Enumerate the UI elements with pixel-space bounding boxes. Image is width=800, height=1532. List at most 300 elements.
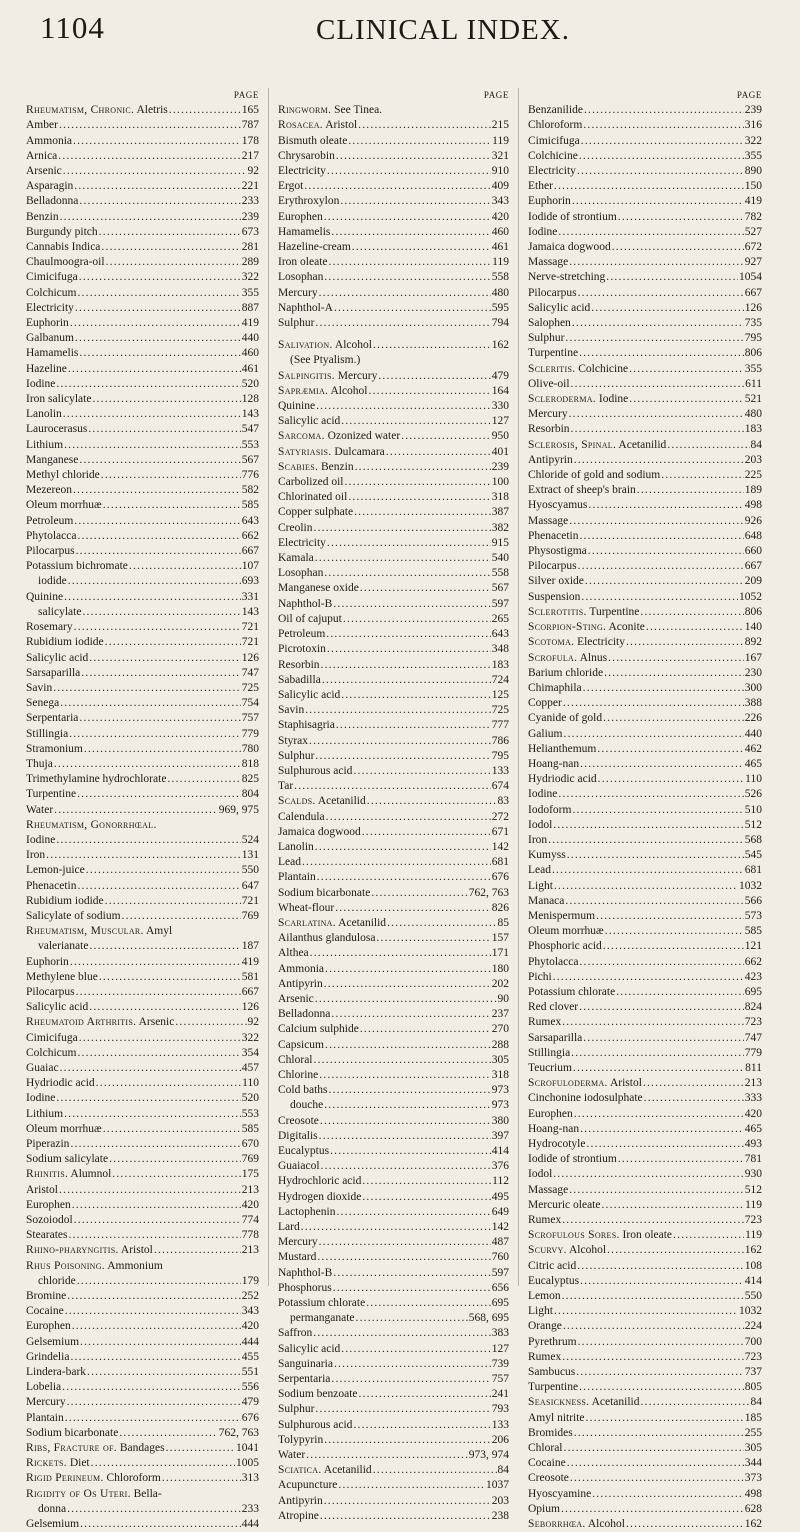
entry-remedy: Creolin	[278, 521, 313, 534]
dot-leader	[344, 475, 490, 490]
dot-leader	[324, 1433, 491, 1448]
entry-label	[278, 134, 347, 149]
entry-remedy: Hydriodic acid	[528, 773, 597, 786]
dot-leader	[77, 529, 240, 544]
entry-page-number: 388	[744, 697, 762, 710]
entry-label	[26, 666, 80, 681]
dot-leader	[167, 772, 240, 787]
index-entry	[26, 772, 259, 787]
entry-label	[528, 1228, 672, 1243]
dot-leader	[335, 901, 491, 916]
index-entry	[528, 1213, 762, 1228]
entry-page-number: 318	[491, 491, 509, 504]
entry-remedy: Cold baths	[278, 1084, 328, 1097]
dot-leader	[604, 666, 744, 681]
entry-remedy: Hydrocotyle	[528, 1138, 586, 1150]
entry-remedy: Kumyss	[528, 849, 566, 862]
entry-remedy: Mercuric oleate	[528, 1198, 601, 1211]
entry-remedy: Iodine	[26, 1092, 56, 1105]
entry-remedy: Lanolin	[278, 840, 314, 853]
entry-remedy: Galbanum	[26, 332, 74, 345]
dot-leader	[70, 1137, 240, 1152]
dot-leader	[67, 1502, 241, 1517]
index-entry	[278, 255, 509, 270]
index-entry	[278, 1007, 509, 1022]
index-entry	[278, 1372, 509, 1387]
dot-leader	[563, 1319, 744, 1334]
dot-leader	[162, 1471, 241, 1486]
entry-label	[26, 270, 78, 285]
entry-page-number: 662	[241, 529, 259, 542]
index-entry	[278, 825, 509, 840]
entry-label	[528, 331, 564, 346]
index-entry	[528, 225, 762, 240]
entry-page-number: 178	[241, 134, 259, 147]
dot-leader	[336, 718, 491, 733]
index-entry	[528, 879, 762, 894]
entry-page-number: 769	[241, 1153, 259, 1166]
entry-page-number: 460	[491, 225, 509, 238]
entry-remedy: Arsenic	[138, 1016, 175, 1029]
entry-page-number: 409	[491, 180, 509, 193]
index-entry	[278, 164, 509, 179]
entry-label	[528, 1137, 585, 1152]
dot-leader	[96, 1076, 242, 1091]
entry-label	[528, 711, 602, 726]
entry-remedy: Stearates	[26, 1229, 68, 1242]
entry-remedy: Physostigma	[528, 545, 587, 558]
entry-remedy: Pilocarpus	[528, 286, 577, 299]
entry-label	[528, 590, 580, 605]
index-entry	[26, 514, 259, 529]
entry-remedy: Chaulmoogra-oil	[26, 256, 105, 269]
dot-leader	[570, 1471, 744, 1486]
dot-leader	[64, 438, 241, 453]
dot-leader	[79, 711, 240, 726]
index-heading-entry	[278, 429, 509, 444]
dot-leader	[603, 939, 744, 954]
index-entry	[528, 422, 762, 437]
entry-heading: Rheumatism, Gonorrhœal.	[26, 818, 157, 831]
entry-label	[26, 331, 74, 346]
entry-label	[278, 688, 340, 703]
entry-label	[528, 194, 571, 209]
entry-label	[528, 681, 582, 696]
dot-leader	[360, 581, 491, 596]
entry-remedy: Sozoiodol	[26, 1214, 73, 1227]
entry-page-number: 112	[492, 1175, 509, 1188]
index-entry	[528, 179, 762, 194]
entry-page-number: 969, 975	[218, 803, 259, 816]
entry-page-number: 461	[241, 362, 259, 375]
entry-label	[278, 566, 323, 581]
index-entry	[528, 666, 762, 681]
index-entry	[26, 210, 259, 225]
index-entry	[278, 240, 509, 255]
entry-page-number: 209	[744, 575, 762, 588]
index-entry	[278, 901, 509, 916]
entry-label	[26, 894, 104, 909]
entry-remedy: Capsicum	[278, 1038, 324, 1051]
index-heading-entry	[278, 1463, 509, 1478]
dot-leader	[640, 1395, 749, 1410]
entry-page-number: 568	[744, 833, 762, 846]
index-entry	[278, 414, 509, 429]
entry-heading: Sclerosis, Spinal.	[528, 438, 617, 451]
index-entry	[528, 270, 762, 285]
entry-label	[26, 681, 52, 696]
entry-page-number: 331	[241, 590, 259, 603]
dot-leader	[562, 1213, 744, 1228]
dot-leader	[65, 1304, 241, 1319]
dot-leader	[58, 149, 240, 164]
dot-leader	[333, 1281, 491, 1296]
entry-remedy: Iron	[528, 833, 548, 846]
entry-remedy: Naphthol-B	[278, 597, 333, 610]
entry-remedy: Pilocarpus	[528, 560, 577, 573]
entry-remedy: Europhen	[26, 1320, 71, 1333]
index-entry	[26, 1107, 259, 1122]
index-heading-entry	[528, 392, 762, 407]
entry-label	[278, 429, 400, 444]
index-entry	[528, 1426, 762, 1441]
index-entry	[26, 362, 259, 377]
entry-label	[278, 460, 354, 475]
index-entry	[278, 1205, 509, 1220]
entry-label	[26, 149, 57, 164]
entry-remedy: Sambucus	[528, 1366, 576, 1379]
index-entry	[26, 1319, 259, 1334]
entry-remedy: Burgundy pitch	[26, 225, 98, 238]
dot-leader	[122, 909, 241, 924]
dot-leader	[60, 210, 241, 225]
entry-remedy: Creosote	[278, 1114, 319, 1127]
entry-label	[278, 521, 313, 536]
dot-leader	[336, 149, 491, 164]
entry-remedy: Wheat-flour	[278, 901, 335, 914]
entry-remedy: See Tinea.	[334, 104, 383, 117]
entry-page-number: 527	[744, 225, 762, 238]
entry-label	[528, 453, 573, 468]
entry-remedy: Europhen	[528, 1107, 573, 1120]
dot-leader	[562, 1015, 744, 1030]
index-entry	[278, 1357, 509, 1372]
entry-label	[278, 399, 315, 414]
index-entry	[278, 1266, 509, 1281]
entry-page-number: 818	[241, 757, 259, 770]
entry-label	[26, 742, 83, 757]
index-entry	[278, 703, 509, 718]
dot-leader	[101, 468, 241, 483]
index-entry	[528, 757, 762, 772]
entry-label	[528, 422, 570, 437]
dot-leader	[578, 286, 744, 301]
entry-page-number: 667	[744, 286, 762, 299]
dot-leader	[583, 1031, 743, 1046]
index-entry	[278, 642, 509, 657]
entry-page-number: 973	[491, 1099, 509, 1112]
entry-label	[528, 240, 611, 255]
entry-remedy: Lithium	[26, 1107, 64, 1120]
dot-leader	[343, 612, 491, 627]
entry-remedy: Antipyrin	[278, 1494, 323, 1507]
dot-leader	[77, 1274, 241, 1289]
index-entry	[26, 468, 259, 483]
index-entry	[26, 1517, 259, 1532]
entry-remedy: (See Ptyalism.)	[290, 354, 361, 367]
entry-page-number: 414	[491, 1145, 509, 1157]
dot-leader	[319, 286, 491, 301]
entry-label	[278, 384, 368, 399]
entry-label	[528, 468, 660, 483]
entry-remedy: Chlorine	[278, 1068, 319, 1081]
entry-remedy: Ammonia	[278, 962, 324, 975]
entry-page-number: 667	[241, 545, 259, 558]
entry-label	[278, 369, 377, 384]
entry-remedy: Manganese	[26, 453, 79, 466]
entry-label	[528, 179, 553, 194]
entry-label	[26, 819, 157, 831]
entry-remedy: Hoang-nan	[528, 1122, 580, 1135]
entry-page-number: 628	[744, 1502, 762, 1515]
entry-heading: Rigid Perineum.	[26, 1472, 104, 1485]
entry-page-number: 322	[744, 134, 762, 147]
dot-leader	[548, 833, 744, 848]
dot-leader	[596, 909, 744, 924]
entry-remedy: Belladonna	[26, 195, 79, 208]
entry-remedy: valerianate	[38, 940, 89, 953]
entry-remedy: Lead	[528, 864, 551, 877]
entry-page-number: 140	[744, 621, 762, 634]
entry-label	[278, 240, 351, 255]
dot-leader	[565, 331, 743, 346]
dot-leader	[305, 703, 491, 718]
entry-label	[528, 1350, 561, 1365]
dot-leader	[119, 1426, 217, 1441]
index-entry	[26, 316, 259, 331]
entry-label	[38, 1502, 66, 1517]
entry-label	[278, 270, 323, 285]
dot-leader	[569, 1183, 744, 1198]
entry-page-number: 92	[247, 1016, 259, 1029]
index-heading-entry	[26, 924, 259, 939]
entry-remedy: Losophan	[278, 567, 324, 580]
entry-page-number: 419	[241, 317, 259, 330]
entry-page-number: 355	[241, 286, 259, 299]
entry-label	[528, 1335, 577, 1350]
index-entry	[278, 1494, 509, 1509]
entry-page-number: 354	[241, 1046, 259, 1059]
entry-heading: Rhinitis.	[26, 1168, 69, 1181]
dot-leader	[166, 1441, 235, 1456]
index-entry	[528, 164, 762, 179]
dot-leader	[72, 1319, 241, 1334]
dot-leader	[326, 627, 490, 642]
dot-leader	[324, 566, 490, 581]
entry-remedy: Stillingia	[528, 1046, 571, 1059]
index-heading-entry	[278, 384, 509, 399]
entry-page-number: 90	[497, 992, 509, 1005]
dot-leader	[67, 1289, 241, 1304]
entry-page-number: 202	[491, 977, 509, 990]
entry-page-number: 119	[492, 256, 509, 269]
entry-page-number: 721	[241, 636, 259, 649]
column-page-header: PAGE	[233, 90, 259, 100]
entry-remedy: Ailanthus glandulosa	[278, 932, 376, 945]
entry-page-number: 318	[491, 1068, 509, 1081]
entry-label	[528, 620, 645, 635]
dot-leader	[362, 1190, 490, 1205]
entry-page-number: 239	[744, 104, 762, 117]
index-entry	[26, 1380, 259, 1395]
column-divider	[268, 88, 269, 1286]
dot-leader	[64, 1107, 241, 1122]
entry-remedy: Hoang-nan	[528, 757, 580, 770]
entry-label	[278, 627, 325, 642]
entry-remedy: Electricity	[278, 165, 326, 177]
entry-label	[38, 605, 81, 620]
index-entry	[278, 1281, 509, 1296]
entry-remedy: Barium chloride	[528, 666, 604, 679]
dot-leader	[353, 764, 490, 779]
index-entry	[278, 1159, 509, 1174]
entry-remedy: Hamamelis	[278, 225, 331, 238]
index-entry	[528, 863, 762, 878]
entry-label	[528, 1456, 566, 1471]
index-entry	[26, 134, 259, 149]
index-entry	[278, 551, 509, 566]
entry-page-number: 550	[744, 1290, 762, 1303]
entry-label	[26, 1456, 90, 1471]
index-heading-entry	[528, 362, 762, 377]
index-entry	[528, 818, 762, 833]
index-heading-entry	[528, 1395, 762, 1410]
entry-page-number: 1041	[236, 1442, 259, 1455]
entry-remedy: Iodine	[528, 225, 558, 238]
dot-leader	[99, 225, 241, 240]
entry-page-number: 567	[241, 453, 259, 466]
entry-page-number: 455	[241, 1350, 259, 1363]
entry-page-number: 926	[744, 514, 762, 527]
entry-label	[528, 514, 568, 529]
index-entry	[528, 301, 762, 316]
entry-label	[528, 635, 625, 650]
entry-heading: Rheumatism, Muscular.	[26, 925, 144, 938]
entry-remedy: Electricity	[528, 165, 576, 177]
entry-remedy: Guaiac	[26, 1061, 59, 1074]
dot-leader	[313, 1326, 490, 1341]
dot-leader	[607, 1243, 744, 1258]
entry-remedy: Eucalyptus	[278, 1145, 330, 1157]
dot-leader	[322, 673, 491, 688]
entry-heading: Seborrhœa.	[528, 1518, 586, 1531]
entry-label	[278, 445, 385, 460]
entry-label	[278, 1190, 361, 1205]
entry-heading: Scrofuloderma.	[528, 1077, 608, 1090]
entry-label	[26, 1061, 59, 1076]
entry-label	[26, 468, 100, 483]
index-entry	[26, 559, 259, 574]
index-heading-entry	[26, 1441, 259, 1456]
entry-page-number: 465	[744, 757, 762, 770]
entry-heading: Scarlatina.	[278, 916, 336, 929]
index-entry	[528, 909, 762, 924]
index-entry	[278, 1220, 509, 1235]
entry-label	[278, 1250, 316, 1265]
index-entry	[26, 240, 259, 255]
index-entry	[528, 742, 762, 757]
index-entry	[528, 316, 762, 331]
dot-leader	[626, 635, 744, 650]
entry-label	[528, 286, 577, 301]
entry-label	[528, 818, 552, 833]
entry-page-number: 558	[491, 567, 509, 580]
index-entry	[26, 1137, 259, 1152]
entry-remedy: Lobelia	[26, 1381, 62, 1394]
index-entry	[26, 711, 259, 726]
entry-label	[278, 1053, 313, 1068]
entry-label	[26, 1031, 78, 1046]
entry-page-number: 167	[744, 651, 762, 664]
dot-leader	[577, 164, 744, 179]
index-entry	[528, 985, 762, 1000]
dot-leader	[567, 848, 744, 863]
entry-remedy: Cimicifuga	[528, 134, 580, 147]
entry-heading: Rickets.	[26, 1457, 67, 1470]
entry-label	[26, 635, 104, 650]
entry-heading: Scorpion-Sting.	[528, 621, 607, 634]
dot-leader	[68, 362, 241, 377]
dot-leader	[598, 772, 745, 787]
entry-label	[278, 1281, 332, 1296]
entry-label	[528, 757, 579, 772]
entry-remedy: Atropine	[278, 1509, 319, 1522]
index-entry	[528, 772, 762, 787]
entry-label	[26, 544, 75, 559]
index-entry	[278, 597, 509, 612]
entry-remedy: Rumex	[528, 1350, 562, 1363]
entry-label	[528, 1259, 576, 1274]
entry-remedy: Savin	[26, 681, 53, 694]
entry-page-number: 162	[744, 1244, 762, 1257]
entry-label	[528, 1015, 561, 1030]
entry-page-number: 556	[241, 1381, 259, 1394]
entry-remedy: Phenacetin	[26, 879, 77, 892]
entry-page-number: 440	[241, 332, 259, 345]
entry-label	[278, 490, 347, 505]
index-entry	[26, 1304, 259, 1319]
dot-leader	[88, 422, 240, 437]
dot-leader	[74, 179, 240, 194]
entry-page-number: 648	[744, 529, 762, 542]
entry-label	[278, 1205, 335, 1220]
index-entry	[278, 1068, 509, 1083]
index-heading-entry	[528, 1228, 762, 1243]
dot-leader	[79, 194, 240, 209]
entry-page-number: 164	[491, 384, 509, 397]
dot-leader	[386, 445, 491, 460]
index-entry	[26, 1198, 259, 1213]
entry-page-number: 774	[241, 1214, 259, 1227]
entry-page-number: 779	[744, 1046, 762, 1059]
dot-leader	[376, 931, 490, 946]
entry-page-number: 133	[491, 1418, 509, 1431]
dot-leader	[105, 894, 241, 909]
index-entry	[26, 696, 259, 711]
dot-leader	[329, 1083, 491, 1098]
dot-leader	[327, 642, 491, 657]
dot-leader	[62, 1380, 241, 1395]
